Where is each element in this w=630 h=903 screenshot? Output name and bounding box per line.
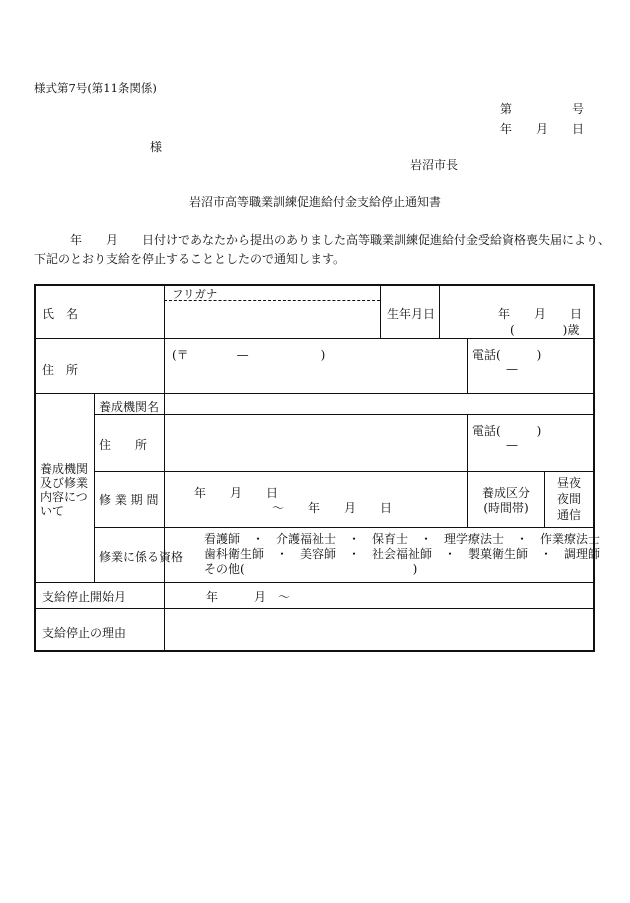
study-period-label: 修 業 期 間 bbox=[99, 493, 159, 507]
division-option-night: 夜間 bbox=[556, 492, 581, 506]
birth-date-label: 生年月日 bbox=[387, 307, 436, 321]
age-field: ( )歳 bbox=[510, 323, 580, 337]
col-divider bbox=[164, 582, 165, 652]
institution-name-label: 養成機関名 bbox=[99, 400, 160, 414]
col-divider bbox=[439, 286, 440, 338]
institution-phone-field: 電話( ) bbox=[472, 424, 542, 438]
addressee: 様 bbox=[150, 140, 163, 154]
phone-separator: — bbox=[506, 362, 518, 376]
document-date: 年 月 日 bbox=[500, 122, 585, 136]
postal-code-field: (〒 — ) bbox=[172, 348, 326, 362]
institution-address-label: 住 所 bbox=[99, 438, 148, 452]
institution-phone-separator: — bbox=[506, 438, 518, 452]
col-divider bbox=[467, 338, 468, 393]
section-label-line-4: いて bbox=[40, 504, 65, 518]
section-label-line-3: 内容につ bbox=[40, 490, 88, 504]
qualification-label: 修業に係る資格 bbox=[99, 550, 184, 564]
study-period-end: ～ 年 月 日 bbox=[272, 501, 393, 515]
stop-month-field: 年 月 ～ bbox=[206, 590, 291, 604]
sender: 岩沼市長 bbox=[410, 158, 459, 172]
document-number: 第 号 bbox=[500, 102, 585, 116]
birth-date-field: 年 月 日 bbox=[498, 307, 583, 321]
stop-reason-label: 支給停止の理由 bbox=[42, 626, 127, 640]
col-divider bbox=[164, 286, 165, 393]
study-period-start: 年 月 日 bbox=[194, 486, 279, 500]
division-option-correspondence: 通信 bbox=[556, 508, 581, 522]
row-divider bbox=[94, 414, 593, 415]
division-option-day-night: 昼夜 bbox=[556, 476, 581, 490]
division-label: 養成区分 bbox=[481, 486, 530, 500]
address-label: 住 所 bbox=[42, 363, 79, 377]
record-table bbox=[34, 284, 601, 652]
qualification-options-line-2: 歯科衛生師 ・ 美容師 ・ 社会福祉師 ・ 製菓衛生師 ・ 調理師 bbox=[204, 547, 601, 561]
division-sublabel: (時間帯) bbox=[483, 501, 529, 515]
qualification-options-line-1: 看護師 ・ 介護福祉士 ・ 保育士 ・ 理学療法士 ・ 作業療法士 bbox=[204, 532, 601, 546]
name-label: 氏 名 bbox=[42, 307, 79, 321]
col-divider bbox=[94, 393, 95, 582]
stop-month-label: 支給停止開始月 bbox=[42, 590, 127, 604]
row-divider bbox=[36, 338, 593, 339]
qualification-options-line-3: その他( ) bbox=[204, 562, 418, 576]
document-title: 岩沼市高等職業訓練促進給付金支給停止通知書 bbox=[188, 195, 441, 209]
section-label-line-2: 及び修業 bbox=[40, 476, 89, 490]
row-divider bbox=[36, 608, 593, 609]
row-divider bbox=[94, 527, 593, 528]
body-text-line-2: 下記のとおり支給を停止することとしたので通知します。 bbox=[34, 252, 346, 266]
row-divider bbox=[94, 471, 593, 472]
row-divider bbox=[36, 393, 593, 394]
col-divider bbox=[380, 286, 381, 338]
section-label-line-1: 養成機関 bbox=[40, 462, 89, 476]
phone-field: 電話( ) bbox=[472, 348, 542, 362]
form-number: 様式第7号(第11条関係) bbox=[34, 81, 157, 95]
row-divider bbox=[36, 582, 593, 583]
furigana-label: フリガナ bbox=[172, 287, 218, 301]
body-text-line-1: 年 月 日付けであなたから提出のありました高等職業訓練促進給付金受給資格喪失届により、 bbox=[70, 233, 611, 247]
